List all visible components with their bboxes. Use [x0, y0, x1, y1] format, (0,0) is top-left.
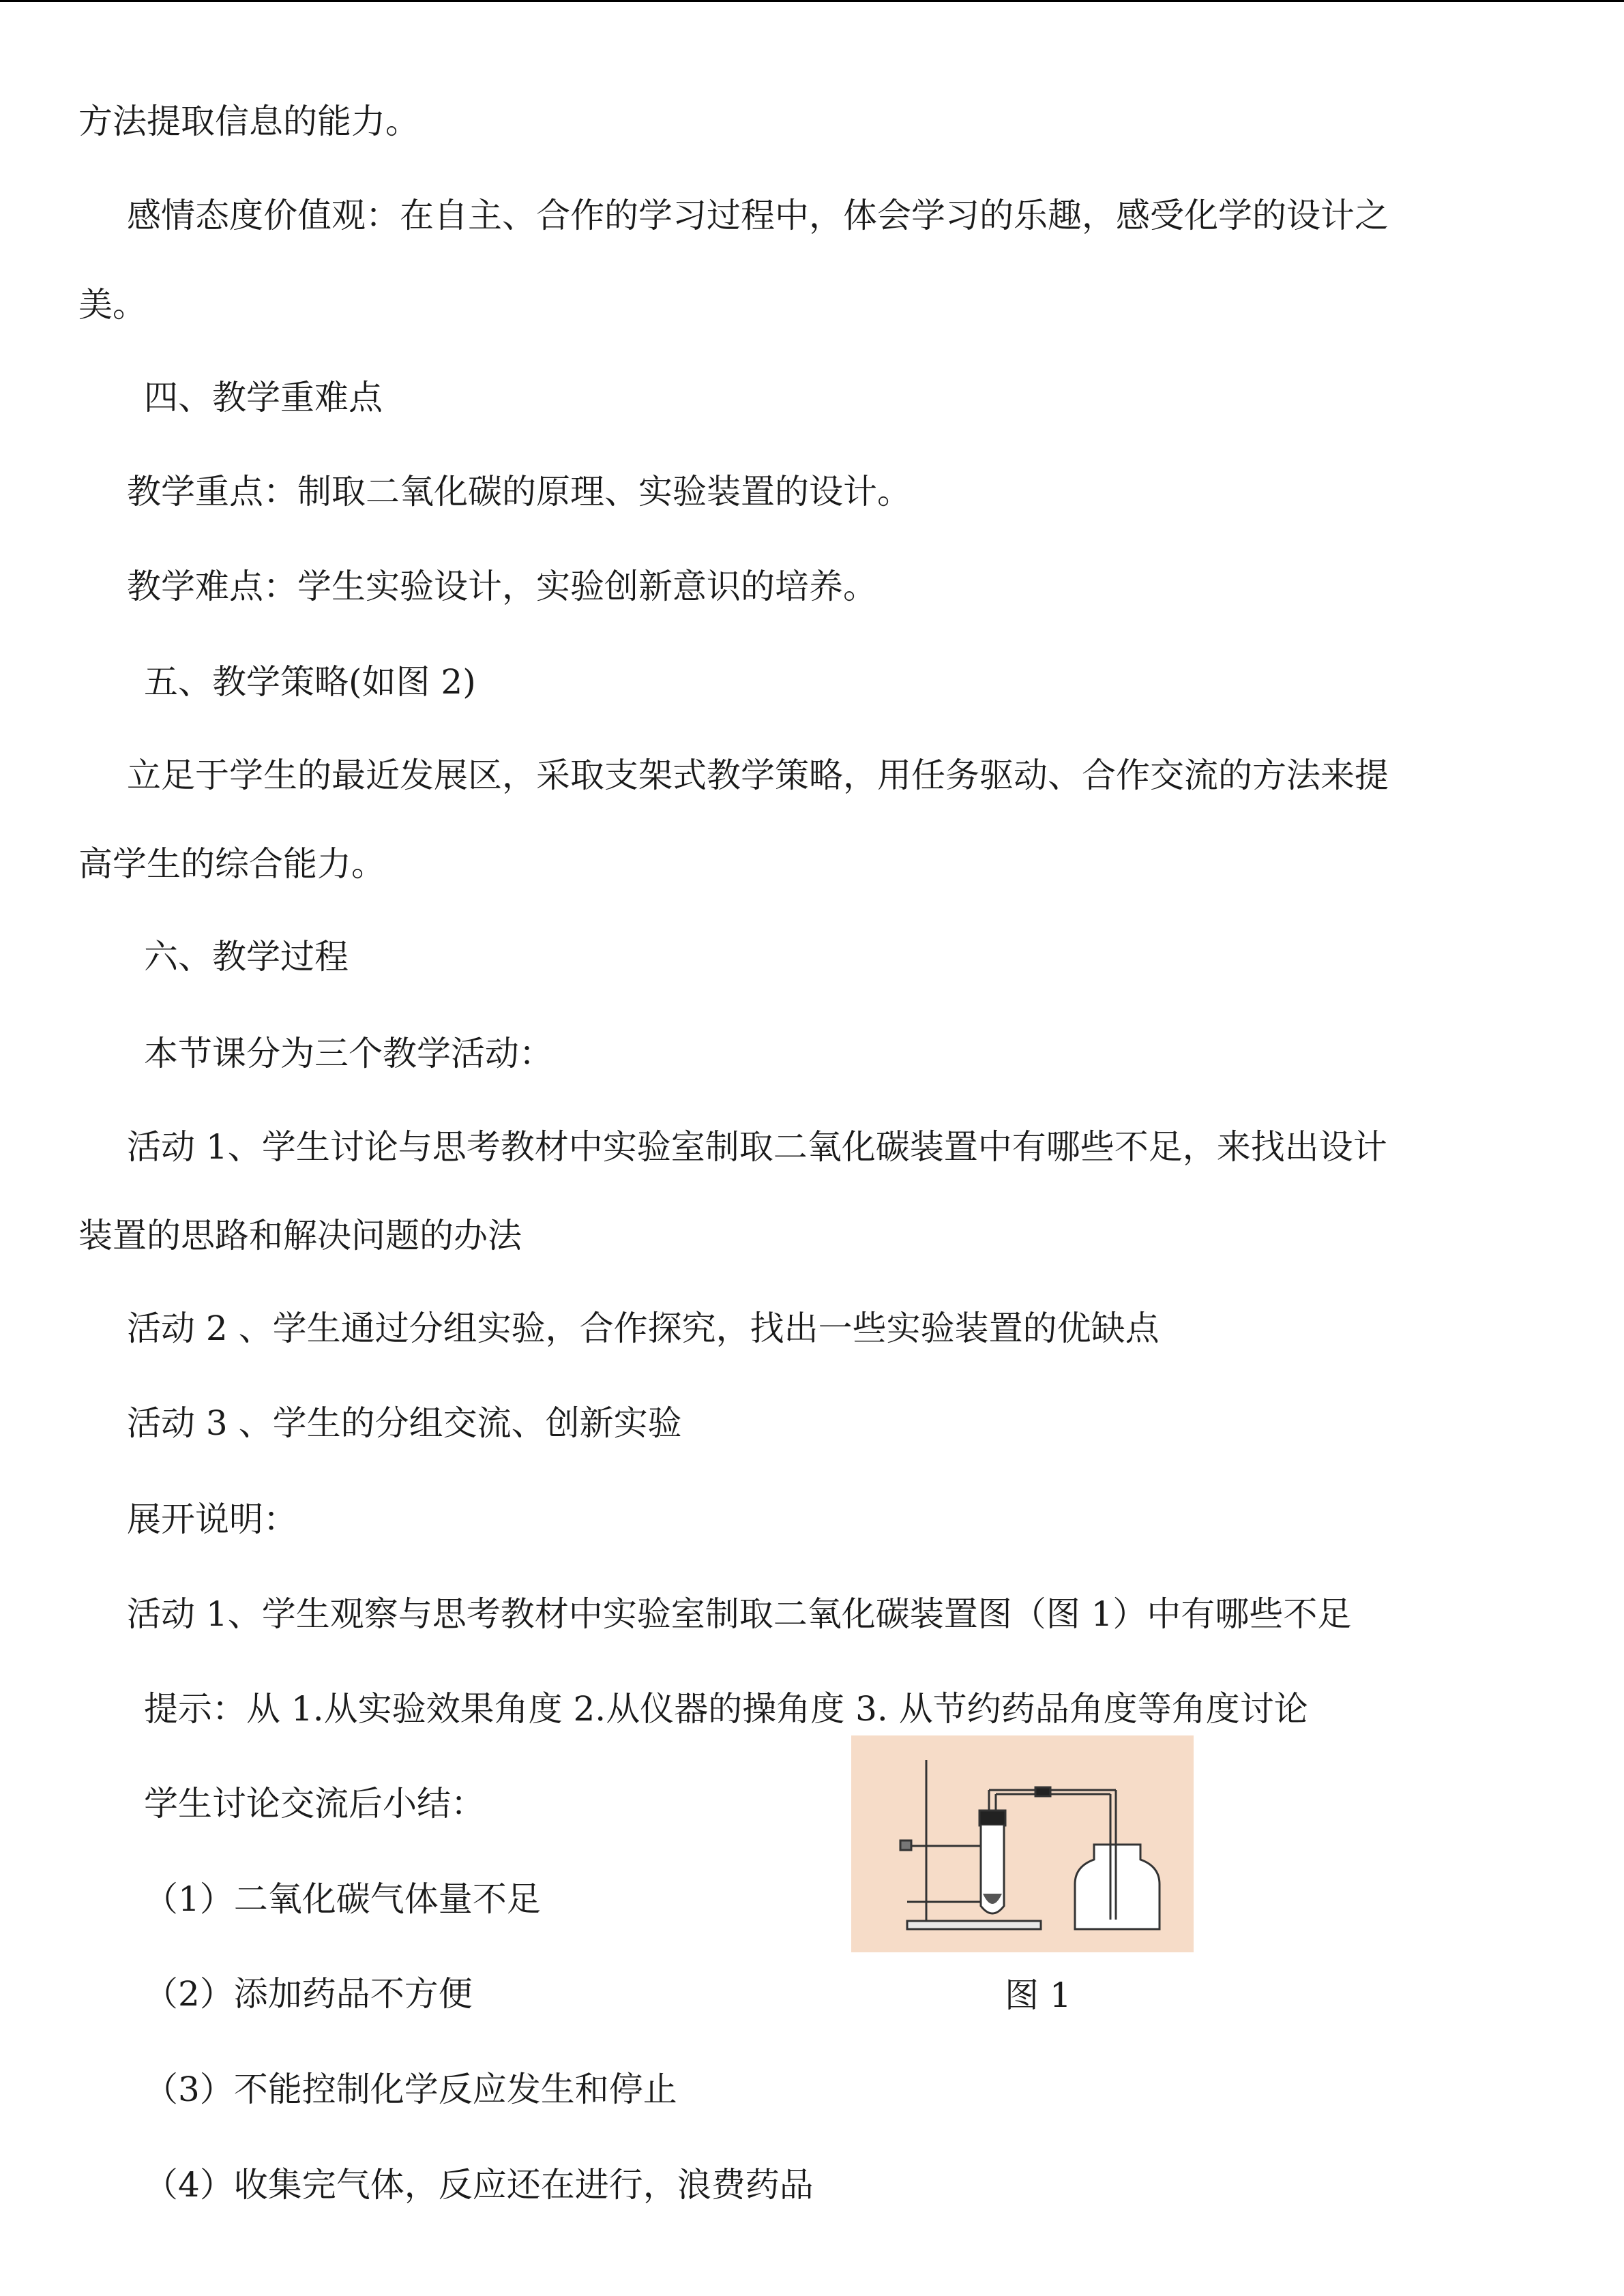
summary-item-3: （3）不能控制化学反应发生和停止 [144, 2070, 677, 2109]
figure-caption: 图 1 [1005, 1976, 1072, 2015]
summary-item-1: （1）二氧化碳气体量不足 [144, 1879, 541, 1919]
heading-teaching-strategy: 五、教学策略(如图 2) [144, 662, 476, 702]
paragraph-activities-intro: 本节课分为三个教学活动： [144, 1034, 553, 1073]
page-top-border [0, 0, 1624, 2]
summary-item-4: （4）收集完气体，反应还在进行，浪费药品 [144, 2165, 814, 2205]
paragraph-activity-3: 活动 3 、学生的分组交流、创新实验 [127, 1403, 682, 1443]
paragraph-strategy-end: 高学生的综合能力。 [78, 844, 385, 884]
paragraph-summary-label: 学生讨论交流后小结： [144, 1784, 485, 1823]
paragraph-continuation: 方法提取信息的能力。 [78, 102, 419, 141]
paragraph-values-goal: 感情态度价值观：在自主、合作的学习过程中，体会学习的乐趣，感受化学的设计之 [127, 196, 1389, 235]
heading-key-difficult-points: 四、教学重难点 [144, 378, 383, 417]
summary-item-2: （2）添加药品不方便 [144, 1974, 473, 2014]
paragraph-activity-2: 活动 2 、学生通过分组实验，合作探究，找出一些实验装置的优缺点 [127, 1309, 1160, 1348]
co2-apparatus-figure [851, 1735, 1194, 1952]
paragraph-values-goal-end: 美。 [78, 285, 147, 325]
test-tube [979, 1810, 1005, 1913]
paragraph-difficult-point: 教学难点：学生实验设计，实验创新意识的培养。 [127, 567, 877, 606]
paragraph-activity-1: 活动 1、学生讨论与思考教材中实验室制取二氧化碳装置中有哪些不足，来找出设计 [127, 1127, 1387, 1167]
paragraph-activity-1-end: 装置的思路和解决问题的办法 [78, 1216, 522, 1255]
heading-teaching-process: 六、教学过程 [144, 937, 349, 976]
paragraph-activity-1-detail: 活动 1、学生观察与思考教材中实验室制取二氧化碳装置图（图 1）中有哪些不足 [127, 1594, 1352, 1634]
paragraph-hint: 提示：从 1.从实验效果角度 2.从仪器的操角度 3. 从节约药品角度等角度讨论 [144, 1689, 1308, 1729]
paragraph-explanation-label: 展开说明： [127, 1500, 297, 1539]
paragraph-strategy: 立足于学生的最近发展区，采取支架式教学策略，用任务驱动、合作交流的方法来提 [127, 756, 1389, 795]
paragraph-key-point: 教学重点：制取二氧化碳的原理、实验装置的设计。 [127, 472, 911, 511]
